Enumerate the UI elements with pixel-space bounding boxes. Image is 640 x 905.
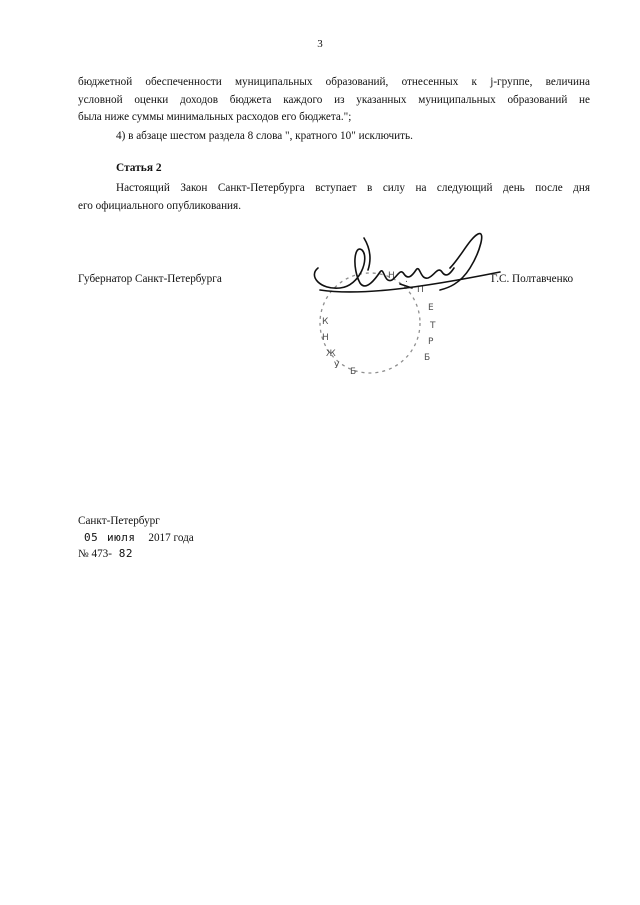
footer-city: Санкт-Петербург xyxy=(78,515,160,527)
date-day: 05 xyxy=(84,531,99,544)
svg-text:Б: Б xyxy=(350,367,357,377)
paragraph-line: бюджетной обеспеченности муниципальных образований, отнесенных к j-группе, величина xyxy=(78,76,590,88)
svg-text:Р: Р xyxy=(428,337,434,347)
paragraph-line: была ниже суммы минимальных расходов его бюджета."; xyxy=(78,111,352,123)
page-number: 3 xyxy=(317,38,323,50)
footer-date xyxy=(78,531,194,544)
svg-text:П: П xyxy=(417,285,424,295)
svg-text:Н: Н xyxy=(388,271,395,281)
law-number-prefix: № 473- xyxy=(78,548,112,560)
article-title: Статья 2 xyxy=(116,162,162,174)
svg-text:Ж: Ж xyxy=(326,349,336,359)
date-year: 2017 года xyxy=(148,532,194,544)
signatory-position: Губернатор Санкт-Петербурга xyxy=(78,273,222,285)
paragraph-budget-estimation xyxy=(78,74,590,127)
signatory-name: Г.С. Полтавченко xyxy=(491,273,574,285)
paragraph-item-4: 4) в абзаце шестом раздела 8 слова ", кратного 10" исключить. xyxy=(116,130,413,142)
svg-text:Б: Б xyxy=(424,353,431,363)
date-month: июля xyxy=(107,531,136,544)
signature-and-seal-image xyxy=(300,228,520,378)
svg-text:Н: Н xyxy=(322,333,329,343)
law-number-suffix: 82 xyxy=(118,547,134,560)
svg-text:У: У xyxy=(334,361,340,371)
svg-text:Е: Е xyxy=(428,303,434,313)
footer-law-number xyxy=(78,547,133,560)
paragraph-article-2 xyxy=(78,180,590,215)
svg-text:Т: Т xyxy=(430,321,436,331)
svg-text:К: К xyxy=(322,317,329,327)
paragraph-line: условной оценки доходов бюджета каждого из указанных муниципальных образований не xyxy=(78,93,590,106)
paragraph-line: Настоящий Закон Санкт-Петербурга вступает в силу на следующий день после дня xyxy=(116,182,590,194)
paragraph-line: его официального опубликования. xyxy=(78,199,241,212)
svg-text:.: . xyxy=(405,275,408,285)
